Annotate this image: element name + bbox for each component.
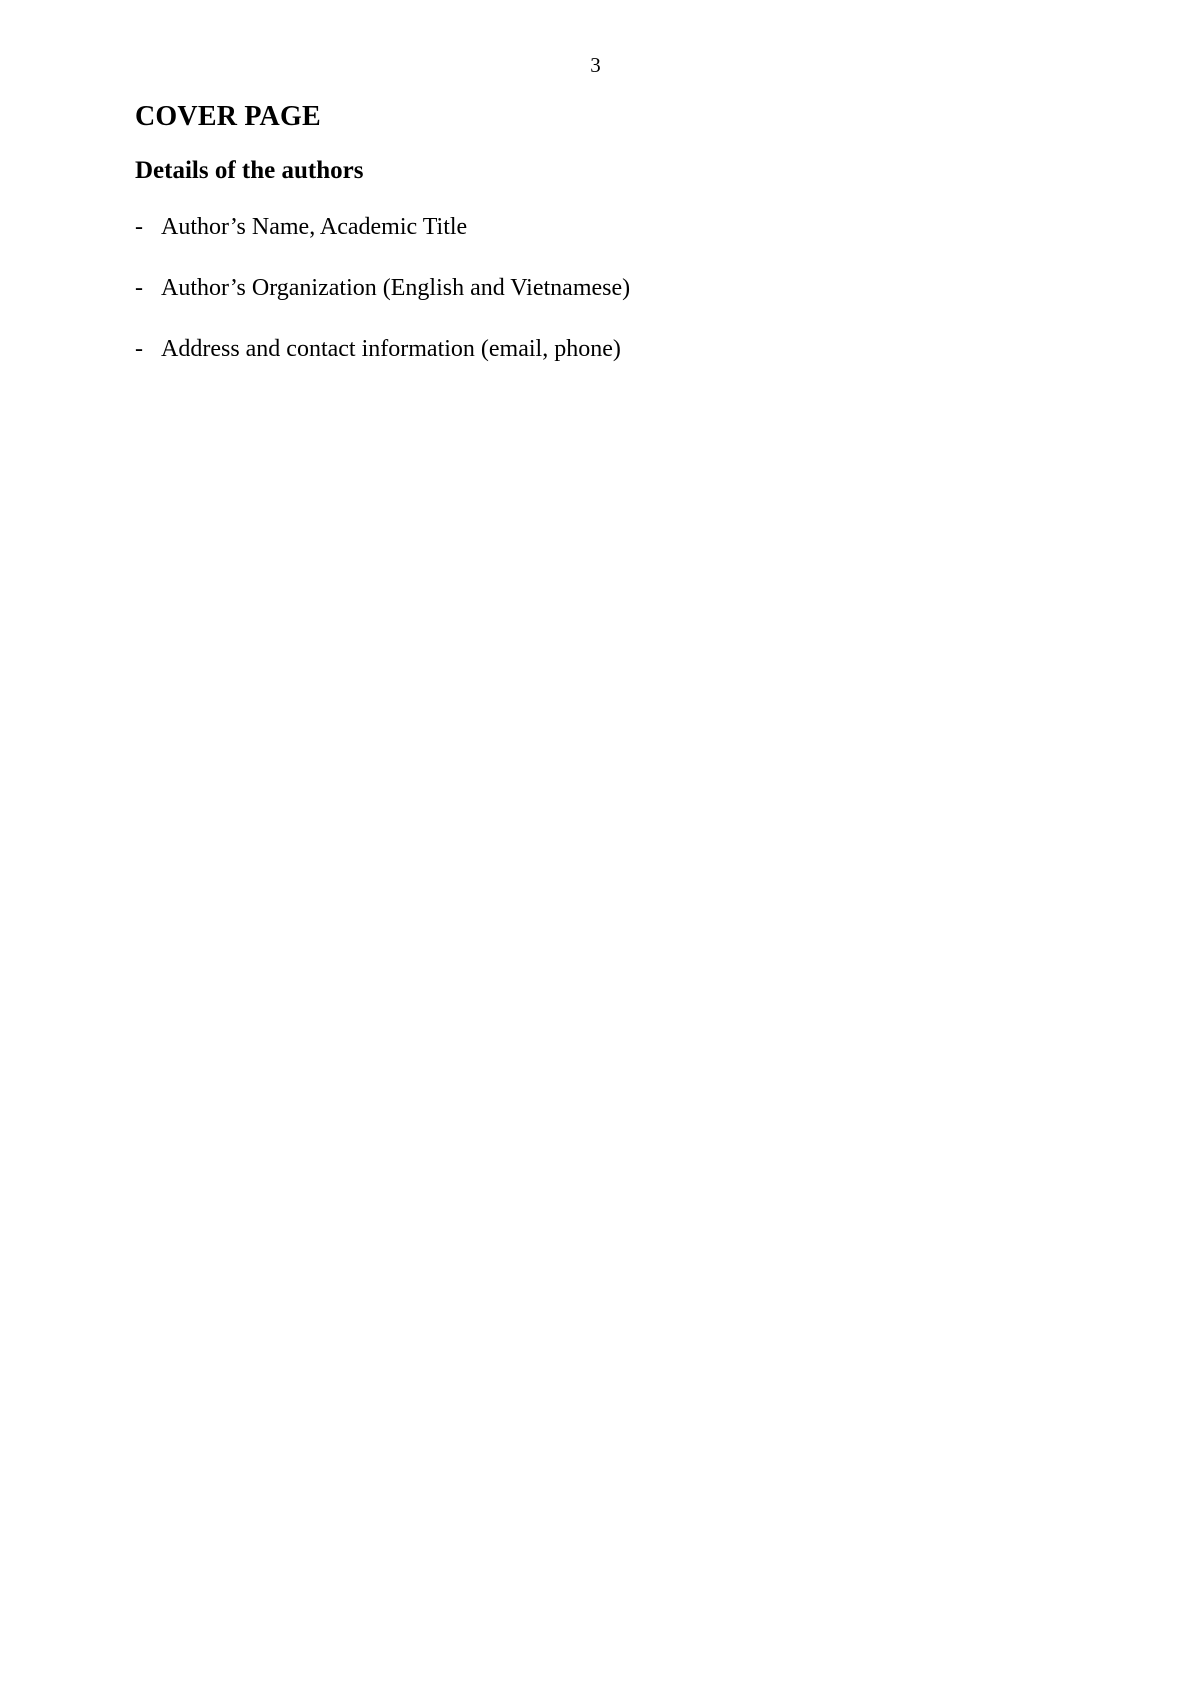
page-content — [135, 100, 1065, 395]
bullet-dash-icon: - — [135, 336, 143, 362]
page-title: COVER PAGE — [135, 101, 321, 132]
list-item — [135, 273, 1065, 303]
list-item — [135, 334, 1065, 364]
page-number: 3 — [590, 53, 601, 77]
bullet-dash-icon: - — [135, 214, 143, 240]
section-heading-details-of-the-authors: Details of the authors — [135, 157, 364, 184]
list-item-label: Address and contact information (email, phone) — [161, 336, 621, 362]
list-item-label: Author’s Organization (English and Vietnamese) — [161, 275, 631, 301]
author-details-list — [135, 212, 1065, 364]
bullet-dash-icon: - — [135, 275, 143, 301]
list-item-label: Author’s Name, Academic Title — [161, 214, 468, 240]
list-item — [135, 212, 1065, 242]
